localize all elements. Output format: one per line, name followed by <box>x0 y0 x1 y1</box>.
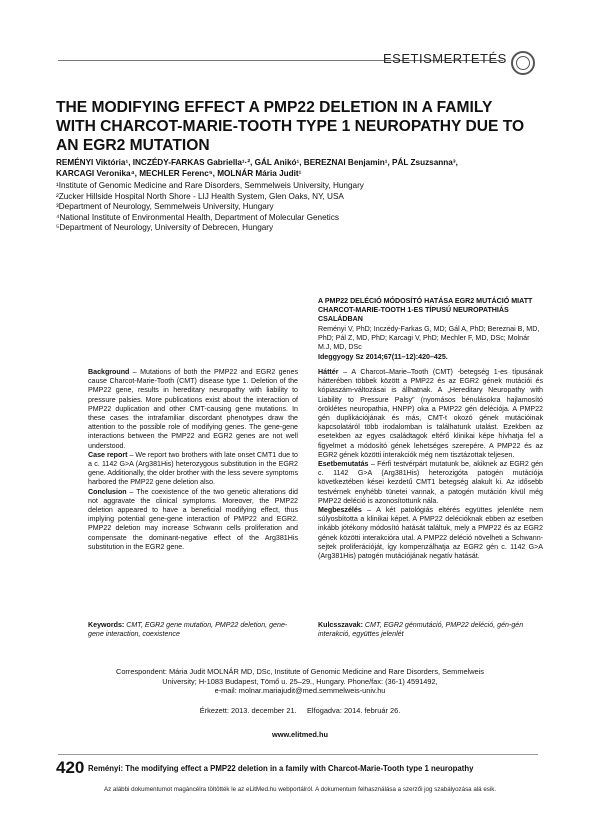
affiliation: ¹Institute of Genomic Medicine and Rare Disorders, Semmelweis University, Hungary <box>56 181 364 190</box>
page-number: 420 <box>56 758 85 777</box>
website-link[interactable]: www.elitmed.hu <box>272 730 328 739</box>
running-title: Reményi: The modifying effect a PMP22 deletion in a family with Charcot-Marie-Tooth type 1 neuropathy <box>88 764 474 773</box>
author-line: REMÉNYI Viktória¹, INCZÉDY-FARKAS Gabriella¹·², GÁL Anikó¹, BEREZNAI Benjamin¹, PÁL Zsuzsanna³, <box>56 158 458 167</box>
author-list <box>56 158 546 179</box>
english-abstract <box>88 368 298 552</box>
affiliation: ²Zucker Hillside Hospital North Shore - LIJ Health System, Glen Oaks, NY, USA <box>56 191 344 201</box>
section-label: ESETISMERTETÉS <box>383 51 507 66</box>
legal-notice: Az alábbi dokumentumot magáncélra töltötték le az eLitMed.hu webportálról. A dokumentum felhasználása a szerzői jog szabályozása alá esik. <box>103 786 497 793</box>
footer-rule <box>58 754 538 755</box>
journal-logo-inner-icon <box>516 56 530 70</box>
abstract-background: Background – Mutations of both the PMP22 and EGR2 genes cause Charcot-Marie-Tooth (CMT) disease type 1. Deletion of the PMP22 gene, results in hereditary neuropathy with liability to pressure palsies. More publications exist about the interaction of PMP22 duplication and other CMT-causing gene mutations. In these cases the intrafamiliar discordant phenotypes draw the attention to the possible role of modifying genes. The gene-gene interactions between the PMP22 and EGR2 genes are not well understood. <box>88 368 298 450</box>
author-line: KARCAGI Veronika⁴, MECHLER Ferenc⁵, MOLNÁR Mária Judit¹ <box>56 168 302 178</box>
correspondence: Correspondent: Mária Judit MOLNÁR MD, DSc, Institute of Genomic Medicine and Rare Disorders, Semmelweis University; H-1083 Budapest, Tömő u. 25–29., Hungary. Phone/fax: (36-1) 4591492, e-mail: molnar.mariajudit@med.semmelweis-univ.hu <box>60 667 540 696</box>
english-keywords: Keywords: CMT, EGR2 gene mutation, PMP22 deletion, gene-gene interaction, coexistence <box>88 621 288 639</box>
hungarian-abstract <box>318 368 543 561</box>
abstract-megbeszeles: Megbeszélés – A két patológiás eltérés együttes jelenléte nem súlyosbította a klinikai képet. A PMP22 delécióknak ebben az esetben inkább jótékony módosító hatását találtuk, mely a PMP22 és az EGR2 gének közötti interakcióra utal. A PMP22 deléció növelheti a Schwann-sejtek proliferációját, így kompenzálhatja az EGR2 gén c. 1142 G>A (Arg381His) patogén mutációjának negatív hatását. <box>318 506 543 561</box>
affiliation: ³Department of Neurology, Semmelweis University, Hungary <box>56 202 274 211</box>
affiliation: ⁵Department of Neurology, University of Debrecen, Hungary <box>56 223 274 232</box>
abstract-esetbemutatas: Esetbemutatás – Férfi testvérpárt mutatunk be, akiknek az EGR2 gén c. 1142 G>A (Arg381His) heterozigóta patogén mutációja következtében kései kezdetű CMT1 betegség alakult ki. Az idősebb testvérnek enyhébb tünetei vannak, a patogén mutáción kívül még PMP22 deléció is azonosítottunk nála. <box>318 460 543 505</box>
abstract-conclusion: Conclusion – The coexistence of the two genetic alterations did not aggravate the clinical symptoms. Moreover, the PMP22 deletion appeared to have a beneficial modifying effect, thus implying potential gene-gene interaction of PMP22 and EGR2. PMP22 deletion may increase Schwann cells proliferation and compensate the dominant-negative effect of the Arg381His substitution in the EGR2 gene. <box>88 487 298 551</box>
article-title: THE MODIFYING EFFECT A PMP22 DELETION IN A FAMILY WITH CHARCOT-MARIE-TOOTH TYPE 1 NEUROPATHY DUE TO AN EGR2 MUTATION <box>56 99 525 154</box>
email-link[interactable]: e-mail: molnar.mariajudit@med.semmelweis-univ.hu <box>214 686 386 696</box>
journal-citation: Ideggyogy Sz 2014;67(11–12):420–425. <box>318 353 448 361</box>
hungarian-keywords: Kulcsszavak: CMT, EGR2 génmutáció, PMP22 deléció, gén-gén interakció, együttes jelenlét <box>318 621 524 639</box>
affiliations <box>56 181 536 234</box>
abstract-hatter: Háttér – A Charcot–Marie–Tooth (CMT) -betegség 1-es típusának hátterében többek között a PMP22 és az EGR2 gének mutációi és kópiaszám-változásai is állhatnak. A „Hereditary Neuropathy with Liability to Pressure Palsy” (nyomásos bénulásokra hajlamosító öröklétes neuropathia, HNPP) oka a PMP22 gén deléciója. A PMP22 gén duplikációjának és más, CMT-t okozó gének mutációinak kapcsolatáról több irodalomban is találhatunk utalást. Ezekben az esetekben az egyes családtagok eltérő klinikai képe hívhatja fel a figyelmet a módosító gének lehetséges szerepére. A PMP22 és az EGR2 gének közötti interakciók még nem tisztázottak teljesen. <box>318 368 543 459</box>
affiliation: ⁴National Institute of Environmental Health, Department of Molecular Genetics <box>56 212 339 222</box>
received-accepted-dates: Érkezett: 2013. december 21. Elfogadva: 2014. február 26. <box>199 706 401 715</box>
abstract-case-report: Case report – We report two brothers with late onset CMT1 due to a c. 1142 G>A (Arg381His) heterozygous substitution in the EGR2 gene. Additionally, the older brother with the less severe symptoms harbored the PMP22 gene deletion also. <box>88 450 298 487</box>
hungarian-authors: Reményi V, PhD; Inczédy-Farkas G, MD; Gál A, PhD; Bereznai B, MD, PhD; Pál Z, MD, PhD; Karcagi V, PhD; Mechler F, MD, DSc; Molnár M.J, MD, DSc <box>318 325 540 352</box>
hungarian-title: A PMP22 DELÉCIÓ MÓDOSÍTÓ HATÁSA EGR2 MUTÁCIÓ MIATT CHARCOT-MARIE-TOOTH 1-ES TÍPUSÚ NEUROPATHIÁS CSALÁDBAN <box>318 297 533 324</box>
